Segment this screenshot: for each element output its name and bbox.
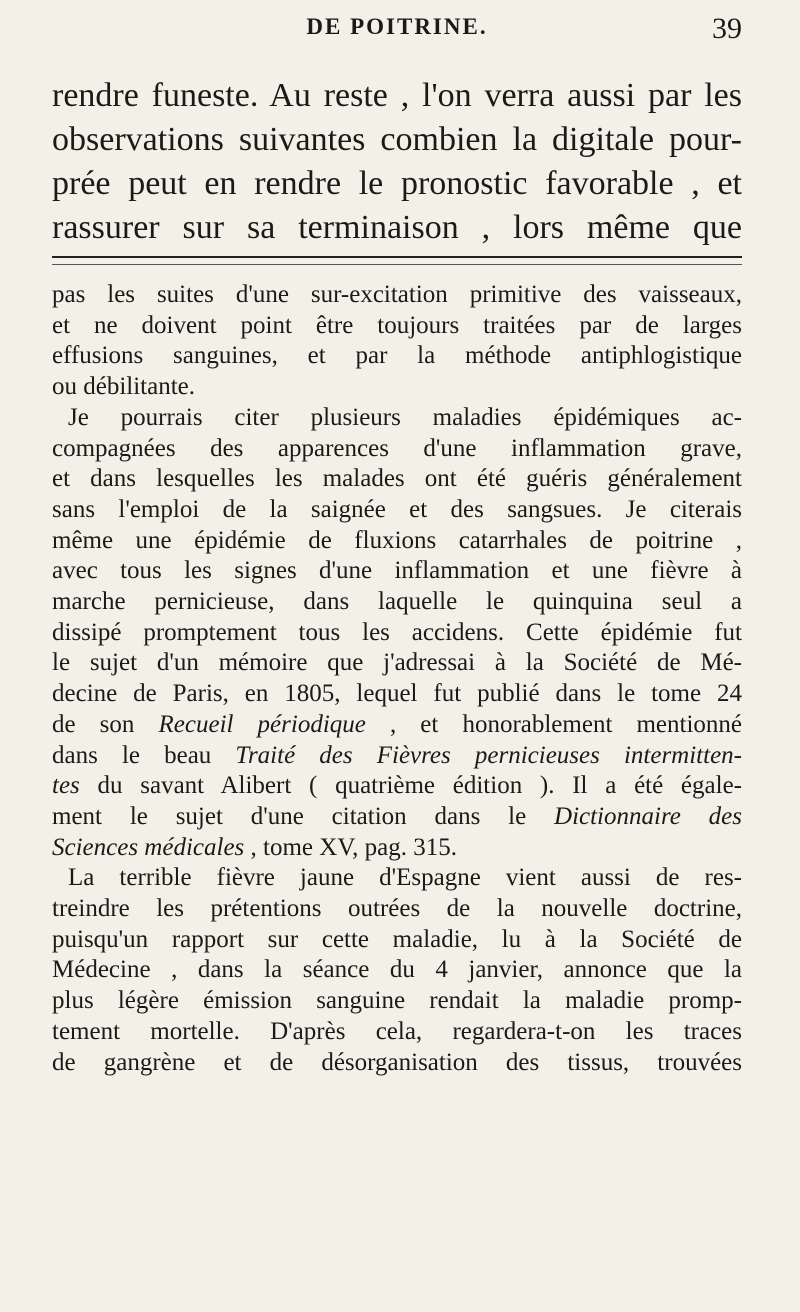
text-run: du savant Alibert ( quatrième édition ). Il a été égale-	[97, 772, 742, 800]
running-title: DE POITRINE.	[306, 14, 488, 39]
book-title: Traité des Fièvres pernicieuses intermitten-	[235, 741, 742, 769]
text-line: même une épidémie de fluxions catarrhales de poitrine ,	[52, 526, 742, 554]
dictionary-title: Dictionnaire des	[554, 802, 743, 830]
text-line: effusions sanguines, et par la méthode antiphlogistique	[52, 342, 742, 370]
text-line	[52, 802, 742, 833]
text-run: , tome XV, pag. 315.	[250, 833, 458, 861]
text-line: dissipé promptement tous les accidens. Cette épidémie fut	[52, 618, 742, 646]
text-line	[52, 710, 742, 741]
text-line: plus légère émission sanguine rendait la maladie promp-	[52, 987, 742, 1015]
large-type-paragraph	[52, 74, 742, 250]
text-run: dans le beau	[52, 741, 212, 769]
text-run: , et honorablement mentionné	[389, 710, 743, 738]
text-run: de son	[52, 710, 135, 738]
text-line	[52, 771, 742, 802]
large-line: rassurer sur sa terminaison , lors même que	[52, 209, 742, 246]
text-line: et ne doivent point être toujours traitées par de larges	[52, 311, 742, 339]
dictionary-title-end: Sciences médicales	[52, 833, 245, 861]
page-number: 39	[712, 12, 742, 45]
text-line: marche pernicieuse, dans laquelle le quinquina seul a	[52, 588, 742, 616]
text-line: de gangrène et de désorganisation des tissus, trouvées	[52, 1048, 742, 1076]
text-line: Médecine , dans la séance du 4 janvier, annonce que la	[52, 956, 742, 984]
text-line: et dans lesquelles les malades ont été guéris généralement	[52, 465, 742, 493]
text-line: compagnées des apparences d'une inflammation grave,	[52, 434, 742, 462]
large-line: observations suivantes combien la digitale pour-	[52, 121, 742, 158]
text-line: Je pourrais citer plusieurs maladies épidémiques ac-	[68, 403, 742, 431]
text-line: puisqu'un rapport sur cette maladie, lu à la Société de	[52, 925, 742, 953]
large-line: rendre funeste. Au reste , l'on verra aussi par les	[52, 77, 742, 114]
journal-title: Recueil périodique	[158, 710, 366, 738]
text-line	[52, 833, 742, 864]
text-run: ment le sujet d'une citation dans le	[52, 802, 527, 830]
small-type-text	[52, 280, 742, 1078]
text-line: ou débilitante.	[52, 373, 196, 401]
section-divider	[52, 256, 742, 265]
text-line: le sujet d'un mémoire que j'adressai à la Société de Mé-	[52, 649, 742, 677]
book-title-end: tes	[52, 772, 80, 800]
text-line: sans l'emploi de la saignée et des sangsues. Je citerais	[52, 495, 742, 523]
text-line	[52, 741, 742, 772]
text-line: decine de Paris, en 1805, lequel fut publié dans le tome 24	[52, 680, 742, 708]
large-line: prée peut en rendre le pronostic favorable , et	[52, 165, 742, 202]
text-line: pas les suites d'une sur-excitation primitive des vaisseaux,	[52, 281, 742, 308]
text-line: La terrible fièvre jaune d'Espagne vient aussi de res-	[68, 864, 742, 892]
text-line: treindre les prétentions outrées de la nouvelle doctrine,	[52, 895, 742, 923]
running-head	[52, 14, 742, 54]
text-line: avec tous les signes d'une inflammation et une fièvre à	[52, 557, 742, 585]
text-line: tement mortelle. D'après cela, regardera-t-on les traces	[52, 1017, 742, 1045]
